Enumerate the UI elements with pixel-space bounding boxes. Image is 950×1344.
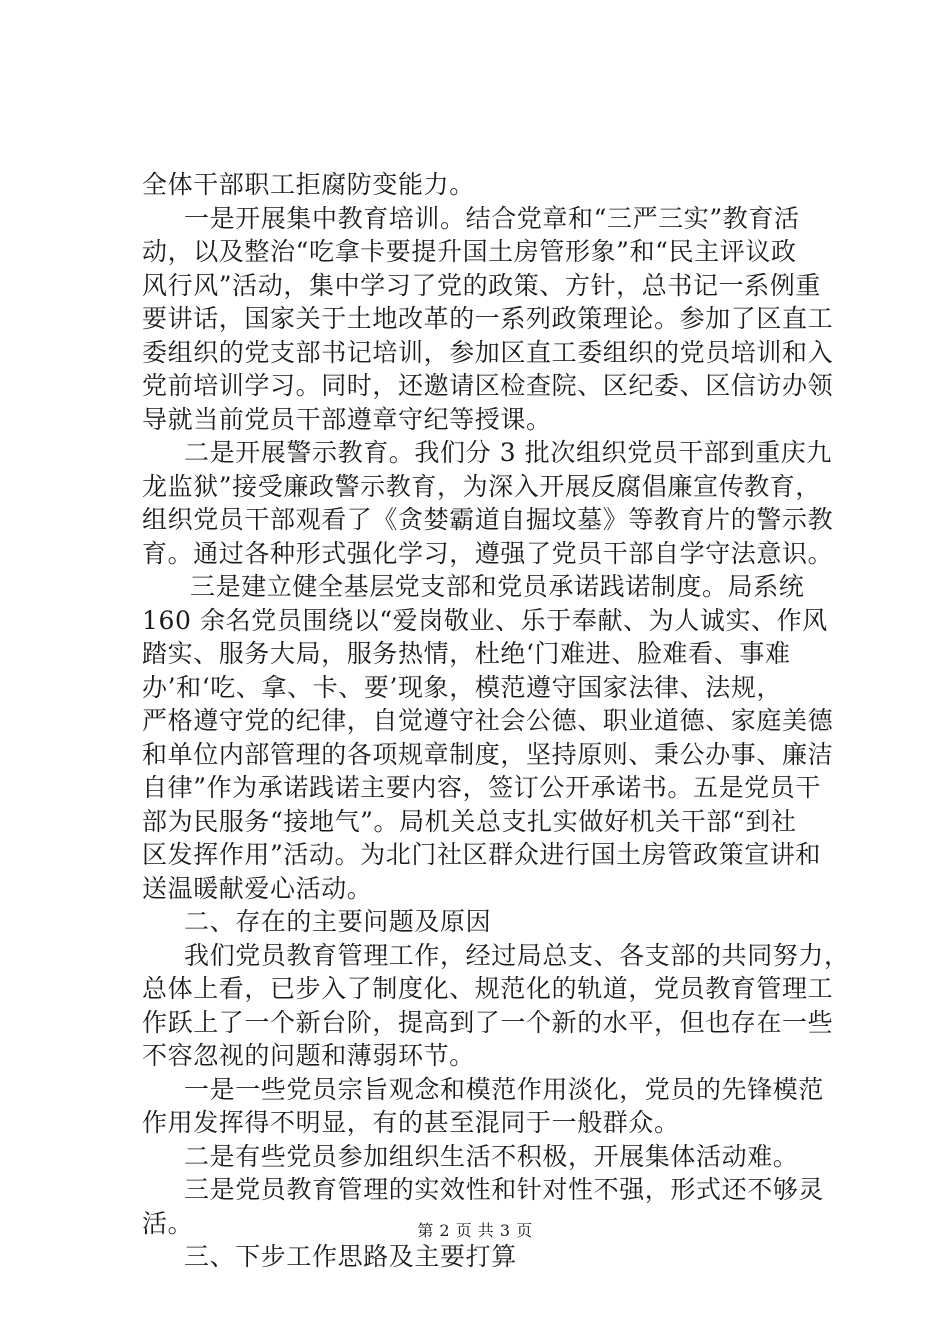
text-line: 二是有些党员参加组织生活不积极，开展集体活动难。	[184, 1141, 799, 1171]
text-line: 导就当前党员干部遵章守纪等授课。	[142, 404, 552, 434]
text-line: 三是党员教育管理的实效性和针对性不强，形式还不够灵	[184, 1175, 825, 1204]
text-line: 党前培训学习。同时，还邀请区检查院、区纪委、区信访办领	[142, 371, 834, 400]
text-line: 组织党员干部观看了《贪婪霸道自掘坟墓》等教育片的警示教	[142, 505, 834, 534]
text-line: 二是开展警示教育。我们分 3 批次组织党员干部到重庆九	[184, 438, 833, 467]
text-line: 160 余名党员围绕以“爱岗敬业、乐于奉献、为人诚实、作风	[142, 605, 828, 635]
text-line: 育。通过各种形式强化学习，遵强了党员干部自学守法意识。	[142, 538, 834, 568]
text-line: 委组织的党支部书记培训，参加区直工委组织的党员培训和入	[142, 337, 834, 367]
text-line: 要讲话，国家关于土地改革的一系列政策理论。参加了区直工	[142, 304, 834, 333]
text-line: 作跃上了一个新台阶，提高到了一个新的水平，但也存在一些	[142, 1007, 834, 1037]
text-line: 踏实、服务大局，服务热情，杜绝‘门难进、脸难看、事难	[142, 639, 791, 668]
text-line: 区发挥作用”活动。为北门社区群众进行国土房管政策宣讲和	[142, 840, 821, 869]
page-number: 第 2 页 共 3 页	[417, 1221, 533, 1240]
text-line: 风行风”活动，集中学习了党的政策、方针，总书记一系例重	[142, 270, 821, 300]
text-line: 严格遵守党的纪律，自觉遵守社会公德、职业道德、家庭美德	[142, 706, 834, 735]
text-line: 我们党员教育管理工作，经过局总支、各支部的共同努力，	[184, 940, 850, 970]
text-line: 部为民服务“接地气”。局机关总支扎实做好机关干部“到社	[142, 806, 797, 836]
text-line: 龙监狱”接受廉政警示教育，为深入开展反腐倡廉宣传教育，	[142, 471, 821, 501]
text-line: 总体上看，已步入了制度化、规范化的轨道，党员教育管理工	[142, 974, 834, 1003]
text-line: 三是建立健全基层党支部和党员承诺践诺制度。局系统	[190, 572, 805, 601]
text-line: 一是开展集中教育培训。结合党章和“三严三实”教育活	[184, 203, 800, 233]
text-line: 送温暖献爱心活动。	[142, 873, 373, 903]
text-line: 不容忽视的问题和薄弱环节。	[142, 1041, 475, 1070]
section-heading: 二、存在的主要问题及原因	[184, 907, 492, 936]
text-line: 活。	[142, 1208, 194, 1238]
text-line: 和单位内部管理的各项规章制度，坚持原则、秉公办事、廉洁	[142, 739, 834, 769]
section-heading: 三、下步工作思路及主要打算	[184, 1242, 517, 1271]
text-line: 办’和‘吃、拿、卡、要’现象，模范遵守国家法律、法规，	[142, 672, 783, 702]
document-body	[142, 168, 850, 1274]
text-line: 自律”作为承诺践诺主要内容，签订公开承诺书。五是党员干	[142, 773, 821, 802]
text-line: 一是一些党员宗旨观念和模范作用淡化，党员的先锋模范	[184, 1074, 825, 1104]
text-line: 动，以及整治“吃拿卡要提升国土房管形象”和“民主评议政	[142, 237, 797, 266]
text-line: 全体干部职工拒腐防变能力。	[142, 170, 475, 199]
text-line: 作用发挥得不明显，有的甚至混同于一般群众。	[142, 1108, 680, 1137]
